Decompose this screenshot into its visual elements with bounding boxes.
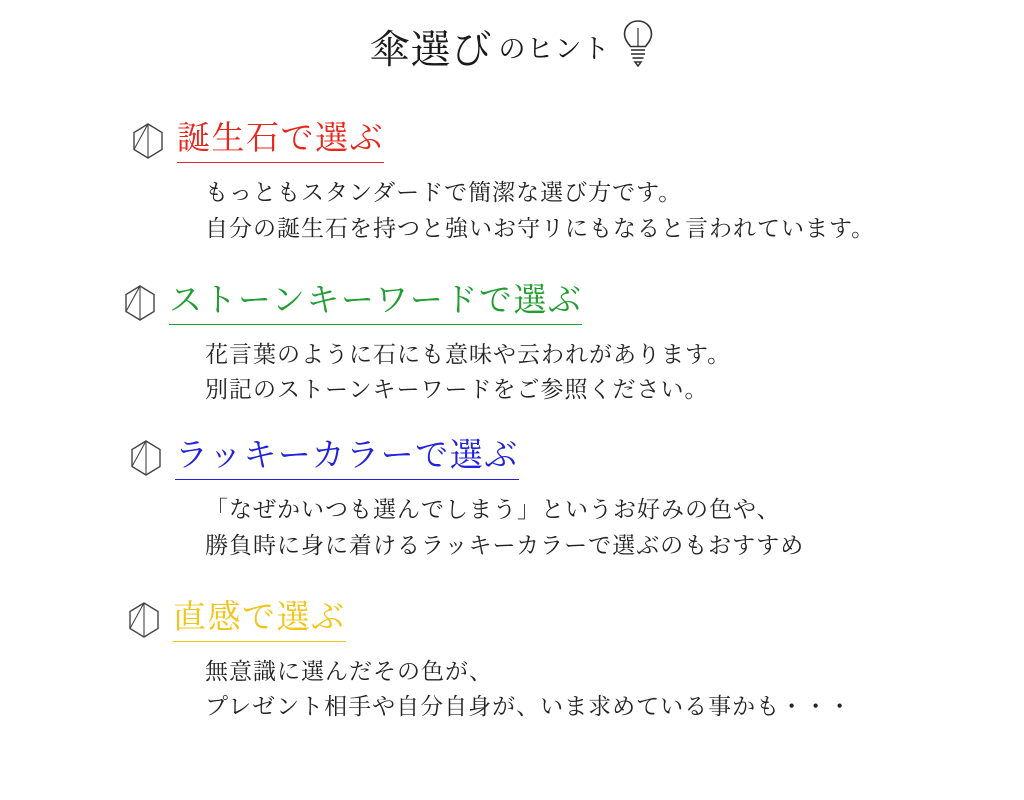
section-intuition bbox=[125, 598, 1024, 726]
hexagon-gem-icon bbox=[129, 602, 159, 638]
section-heading-row bbox=[133, 119, 1024, 163]
section-body-intuition bbox=[205, 654, 1024, 725]
body-line: 勝負時に身に着けるラッキーカラーで選ぶのもおすすめ bbox=[205, 532, 805, 558]
section-heading-row bbox=[129, 598, 1024, 642]
hexagon-gem-icon bbox=[133, 123, 163, 159]
lightbulb-icon bbox=[621, 19, 655, 67]
section-heading-row bbox=[131, 436, 1024, 480]
body-line: 自分の誕生石を持つと強いお守リにもなると言われています。 bbox=[205, 215, 876, 241]
section-title-stone-keyword: ストーンキーワードで選ぶ bbox=[169, 281, 582, 325]
section-title-lucky-color: ラッキーカラーで選ぶ bbox=[175, 436, 519, 480]
hexagon-gem-icon bbox=[131, 440, 161, 476]
page-title-sub: のヒント bbox=[498, 34, 611, 64]
section-list bbox=[0, 119, 1024, 725]
section-lucky-color bbox=[125, 436, 1024, 564]
section-body-birthstone bbox=[205, 175, 1024, 246]
section-body-stone-keyword bbox=[205, 337, 1024, 408]
section-title-intuition: 直感で選ぶ bbox=[173, 598, 346, 642]
section-heading-row bbox=[125, 281, 1024, 325]
body-line: プレゼント相手や自分自身が、いま求めている事かも・・・ bbox=[205, 694, 853, 720]
body-line: もっともスタンダードで簡潔な選び方です。 bbox=[205, 180, 683, 206]
section-birthstone bbox=[125, 119, 1024, 247]
body-line: 無意識に選んだその色が、 bbox=[205, 658, 493, 684]
section-stone-keyword bbox=[125, 281, 1024, 409]
section-body-lucky-color bbox=[205, 492, 1024, 563]
body-line: 花言葉のように石にも意味や云われがあります。 bbox=[205, 341, 732, 367]
body-line: 別記のストーンキーワードをご参照ください。 bbox=[205, 377, 709, 403]
section-title-birthstone: 誕生石で選ぶ bbox=[177, 119, 384, 163]
page-title bbox=[0, 0, 1024, 75]
page-title-main: 傘選び bbox=[369, 27, 493, 72]
body-line: 「なぜかいつも選んでしまう」というお好みの色や、 bbox=[205, 497, 781, 523]
hexagon-gem-icon bbox=[125, 285, 155, 321]
